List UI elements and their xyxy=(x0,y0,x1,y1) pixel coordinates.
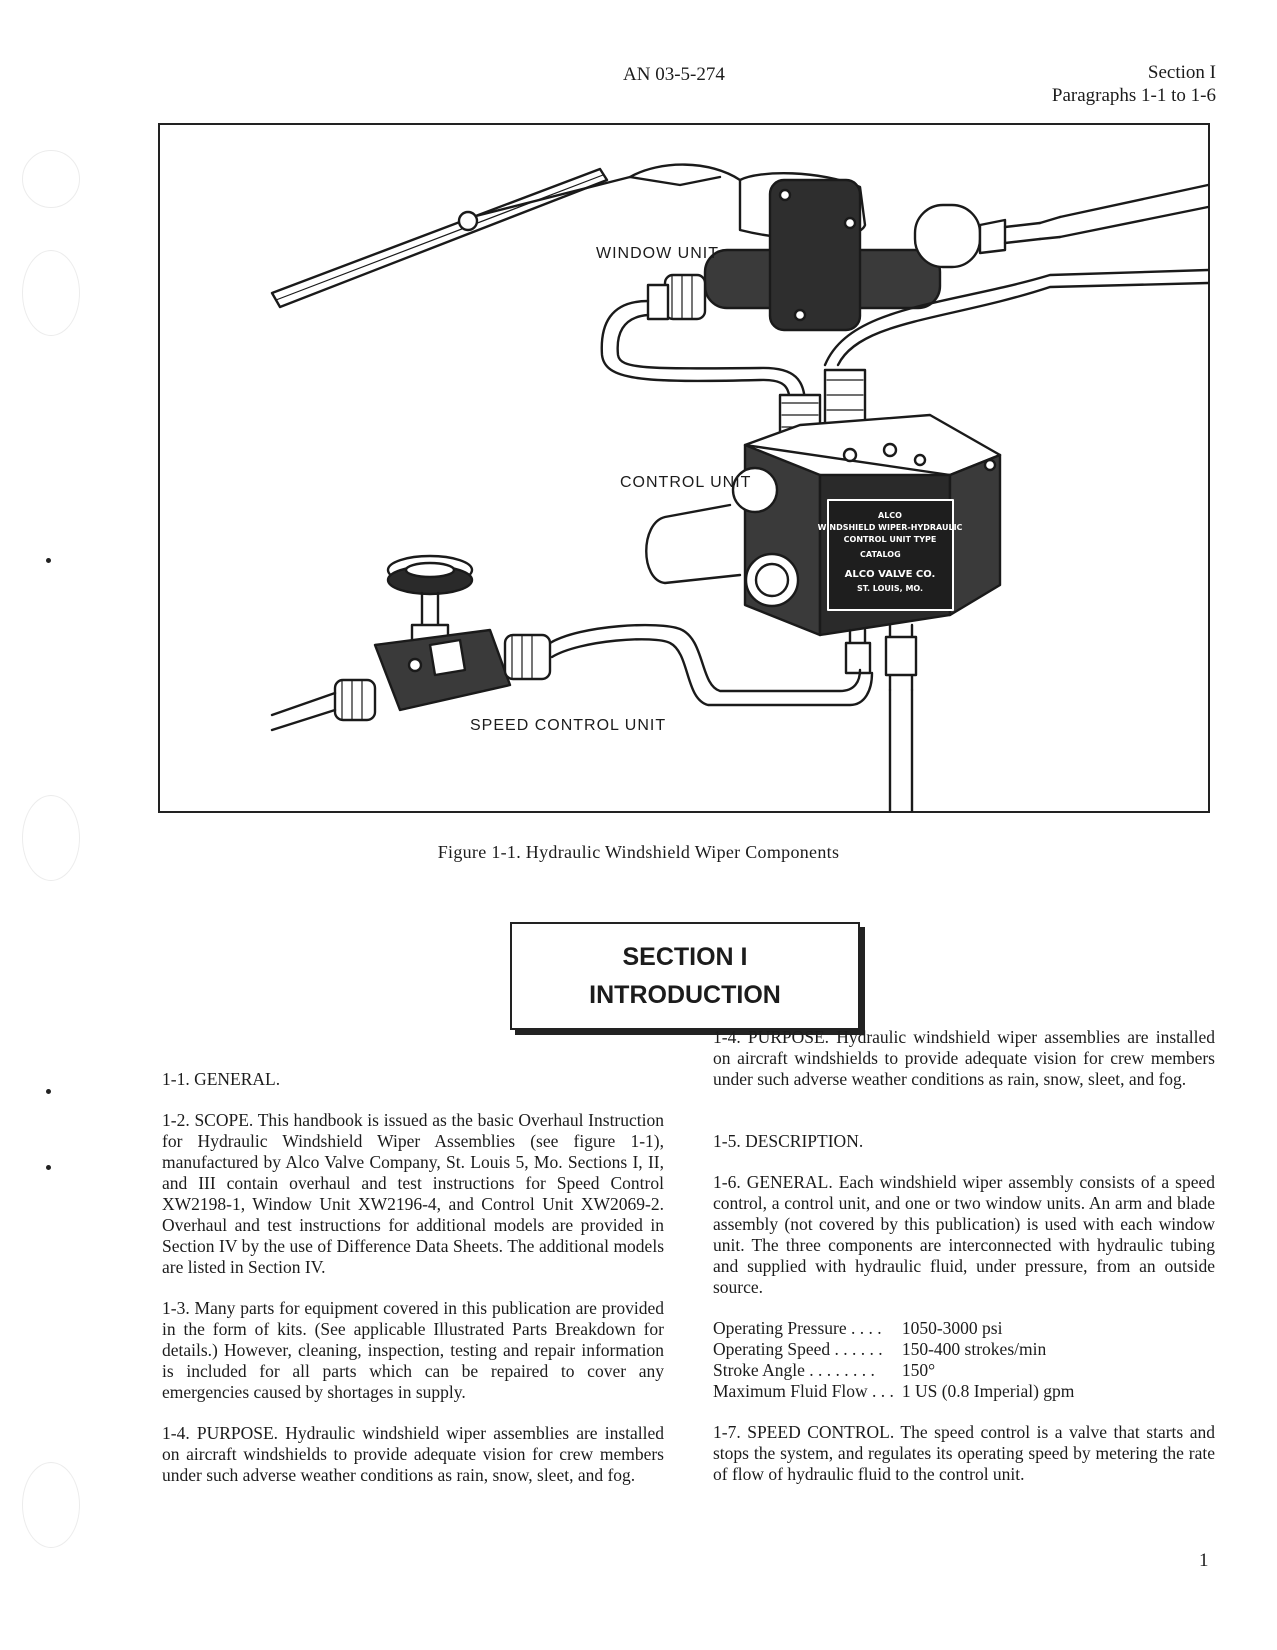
callout-control-unit: CONTROL UNIT xyxy=(620,474,752,491)
section-title-box xyxy=(510,922,860,1030)
specifications-table xyxy=(713,1318,1074,1402)
paragraph-1-7: 1-7. SPEED CONTROL. The speed control is a valve that starts and stops the system, and regulates its operating speed by metering the rate of flow of hydraulic fluid to the control unit. xyxy=(713,1422,1215,1484)
wiper-components-drawing xyxy=(160,125,1208,811)
speed-control-unit-drawing xyxy=(272,556,550,730)
section-title-line2: INTRODUCTION xyxy=(589,981,781,1009)
spec-label: Stroke Angle . . . . . . . . xyxy=(713,1360,875,1380)
spec-label: Operating Pressure . . . . xyxy=(713,1318,882,1338)
page-number: 1 xyxy=(1199,1550,1209,1571)
spec-row xyxy=(713,1360,1074,1381)
spec-row xyxy=(713,1318,1074,1339)
figure-illustration xyxy=(158,123,1210,813)
text-column-left xyxy=(162,1069,664,1485)
spec-row xyxy=(713,1381,1074,1402)
nameplate-line5: ALCO VALVE CO. xyxy=(844,569,936,580)
paragraph-1-4: 1-4. PURPOSE. Hydraulic windshield wiper assemblies are installed on aircraft windshields to provide adequate vision for crew members under such adverse weather conditions as rain, snow, sleet, and fog. xyxy=(162,1423,664,1485)
window-unit-drawing xyxy=(648,173,1208,330)
callout-speed-control-unit: SPEED CONTROL UNIT xyxy=(470,717,667,734)
nameplate-line1: ALCO xyxy=(878,511,902,520)
paragraph-1-2: 1-2. SCOPE. This handbook is issued as the basic Overhaul Instruction for Hydraulic Windshield Wiper Assemblies (see figure 1-1), manufactured by Alco Valve Company, St. Louis 5, Mo. Sections I, II, and III contain overhaul and test instructions for Speed Control XW2198-1, Window Unit XW2196-4, and Control Unit XW2069-2. Overhaul and test instructions for additional models are provided in Section IV by the use of Difference Data Sheets. The additional models are listed in Section IV. xyxy=(162,1110,664,1277)
punch-hole-top xyxy=(22,150,80,208)
figure-caption: Figure 1-1. Hydraulic Windshield Wiper Components xyxy=(437,842,840,862)
punch-hole-bottom xyxy=(22,1462,80,1548)
scan-mark xyxy=(46,1089,51,1094)
paragraph-1-5: 1-5. DESCRIPTION. xyxy=(713,1131,864,1151)
control-unit-drawing xyxy=(646,370,1000,811)
paragraph-range: Paragraphs 1-1 to 1-6 xyxy=(1051,85,1216,106)
paragraph-1-4-tail: 1-4. PURPOSE. Hydraulic windshield wiper assemblies are installed on aircraft windshields to provide adequate vision for crew members under such adverse weather conditions as rain, snow, sleet, and fog. xyxy=(713,1027,1215,1089)
spec-value: 150-400 strokes/min xyxy=(901,1339,1047,1359)
paragraph-1-6: 1-6. GENERAL. Each windshield wiper assembly consists of a speed control, a control unit, and one or two window units. An arm and blade assembly (not covered by this publication) is used with each window unit. The three components are interconnected with hydraulic tubing and supplied with hydraulic fluid, under pressure, from an outside source. xyxy=(713,1172,1215,1297)
callout-window-unit: WINDOW UNIT xyxy=(596,245,719,262)
doc-number: AN 03-5-274 xyxy=(623,64,725,85)
nameplate-line2: WINDSHIELD WIPER-HYDRAULIC xyxy=(817,523,963,532)
section-title-line1: SECTION I xyxy=(622,943,748,971)
scan-mark xyxy=(46,1165,51,1170)
paragraph-1-3: 1-3. Many parts for equipment covered in this publication are provided in the form of kits. (See applicable Illustrated Parts Breakdown for details.) However, cleaning, inspection, testing and repair information is included for all parts which can be repaired to cover any emergencies caused by shortages in supply. xyxy=(162,1298,664,1402)
spec-label: Operating Speed . . . . . . xyxy=(713,1339,883,1359)
spec-row xyxy=(713,1339,1074,1360)
punch-hole-upper xyxy=(22,250,80,336)
punch-hole-lower xyxy=(22,795,80,881)
nameplate-line4: CATALOG xyxy=(860,550,901,559)
scan-mark xyxy=(46,558,51,563)
spec-value: 150° xyxy=(901,1360,936,1380)
spec-value: 1050-3000 psi xyxy=(901,1318,1003,1338)
paragraph-1-4-continued xyxy=(713,1027,1215,1111)
paragraph-1-1: 1-1. GENERAL. xyxy=(162,1069,281,1089)
spec-label: Maximum Fluid Flow . . . xyxy=(713,1381,894,1401)
nameplate-line6: ST. LOUIS, MO. xyxy=(856,584,924,593)
spec-value: 1 US (0.8 Imperial) gpm xyxy=(901,1381,1075,1401)
text-column-right xyxy=(713,1027,1215,1505)
section-label: Section I xyxy=(1147,62,1216,83)
nameplate-line3: CONTROL UNIT TYPE xyxy=(843,535,937,544)
